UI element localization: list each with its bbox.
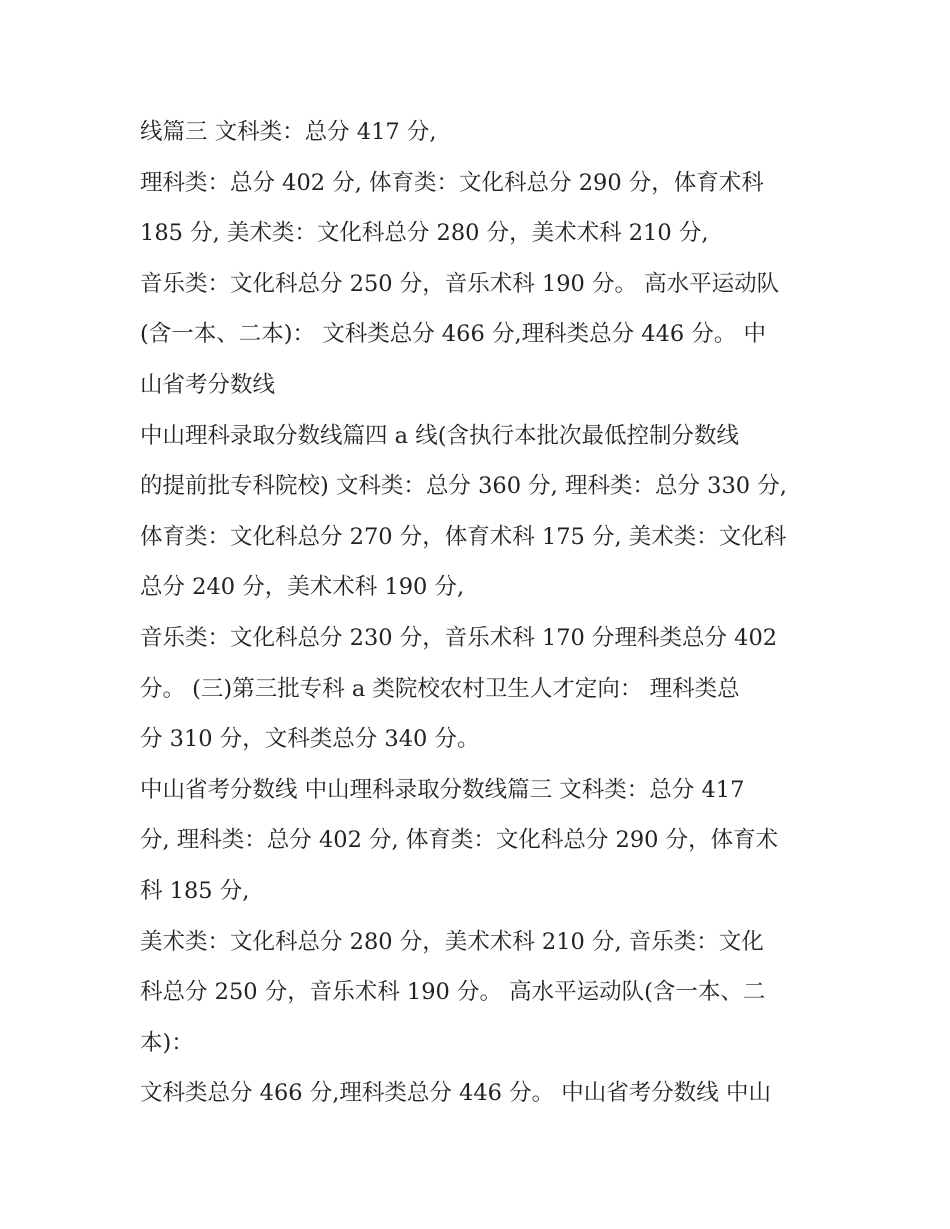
text-line-4: 音乐类：文化科总分 250 分，音乐术科 190 分。 高水平运动队 (140, 270, 780, 297)
text-line-14: 中山省考分数线 中山理科录取分数线篇三 文科类：总分 417 (140, 776, 745, 803)
text-line-17: 美术类：文化科总分 280 分，美术术科 210 分, 音乐类：文化 (140, 928, 764, 955)
text-line-19: 本)： (140, 1029, 194, 1056)
text-line-9: 体育类：文化科总分 270 分，体育术科 175 分, 美术类：文化科 (140, 523, 787, 550)
body-text (140, 107, 820, 1119)
text-line-10: 总分 240 分，美术术科 190 分, (140, 574, 465, 601)
text-line-11: 音乐类：文化科总分 230 分，音乐术科 170 分理科类总分 402 (140, 624, 778, 651)
text-line-16: 科 185 分, (140, 877, 250, 904)
text-line-8: 的提前批专科院校) 文科类：总分 360 分, 理科类：总分 330 分, (140, 473, 787, 500)
text-line-13: 分 310 分，文科类总分 340 分。 (140, 726, 480, 753)
text-line-15: 分, 理科类：总分 402 分, 体育类：文化科总分 290 分，体育术 (140, 827, 779, 854)
text-line-2: 理科类：总分 402 分, 体育类：文化科总分 290 分，体育术科 (140, 169, 764, 196)
text-line-18: 科总分 250 分，音乐术科 190 分。 高水平运动队(含一本、二 (140, 979, 766, 1006)
text-line-7: 中山理科录取分数线篇四 a 线(含执行本批次最低控制分数线 (140, 422, 739, 449)
text-line-3: 185 分, 美术类：文化科总分 280 分，美术术科 210 分, (140, 220, 709, 247)
text-line-1: 线篇三 文科类：总分 417 分, (140, 119, 437, 145)
text-line-12: 分。 (三)第三批专科 a 类院校农村卫生人才定向： 理科类总 (140, 675, 740, 702)
text-line-20: 文科类总分 466 分,理科类总分 446 分。 中山省考分数线 中山 (140, 1080, 771, 1107)
text-line-5: (含一本、二本)： 文科类总分 466 分,理科类总分 446 分。 中 (140, 321, 767, 348)
text-line-6: 山省考分数线 (140, 371, 276, 398)
